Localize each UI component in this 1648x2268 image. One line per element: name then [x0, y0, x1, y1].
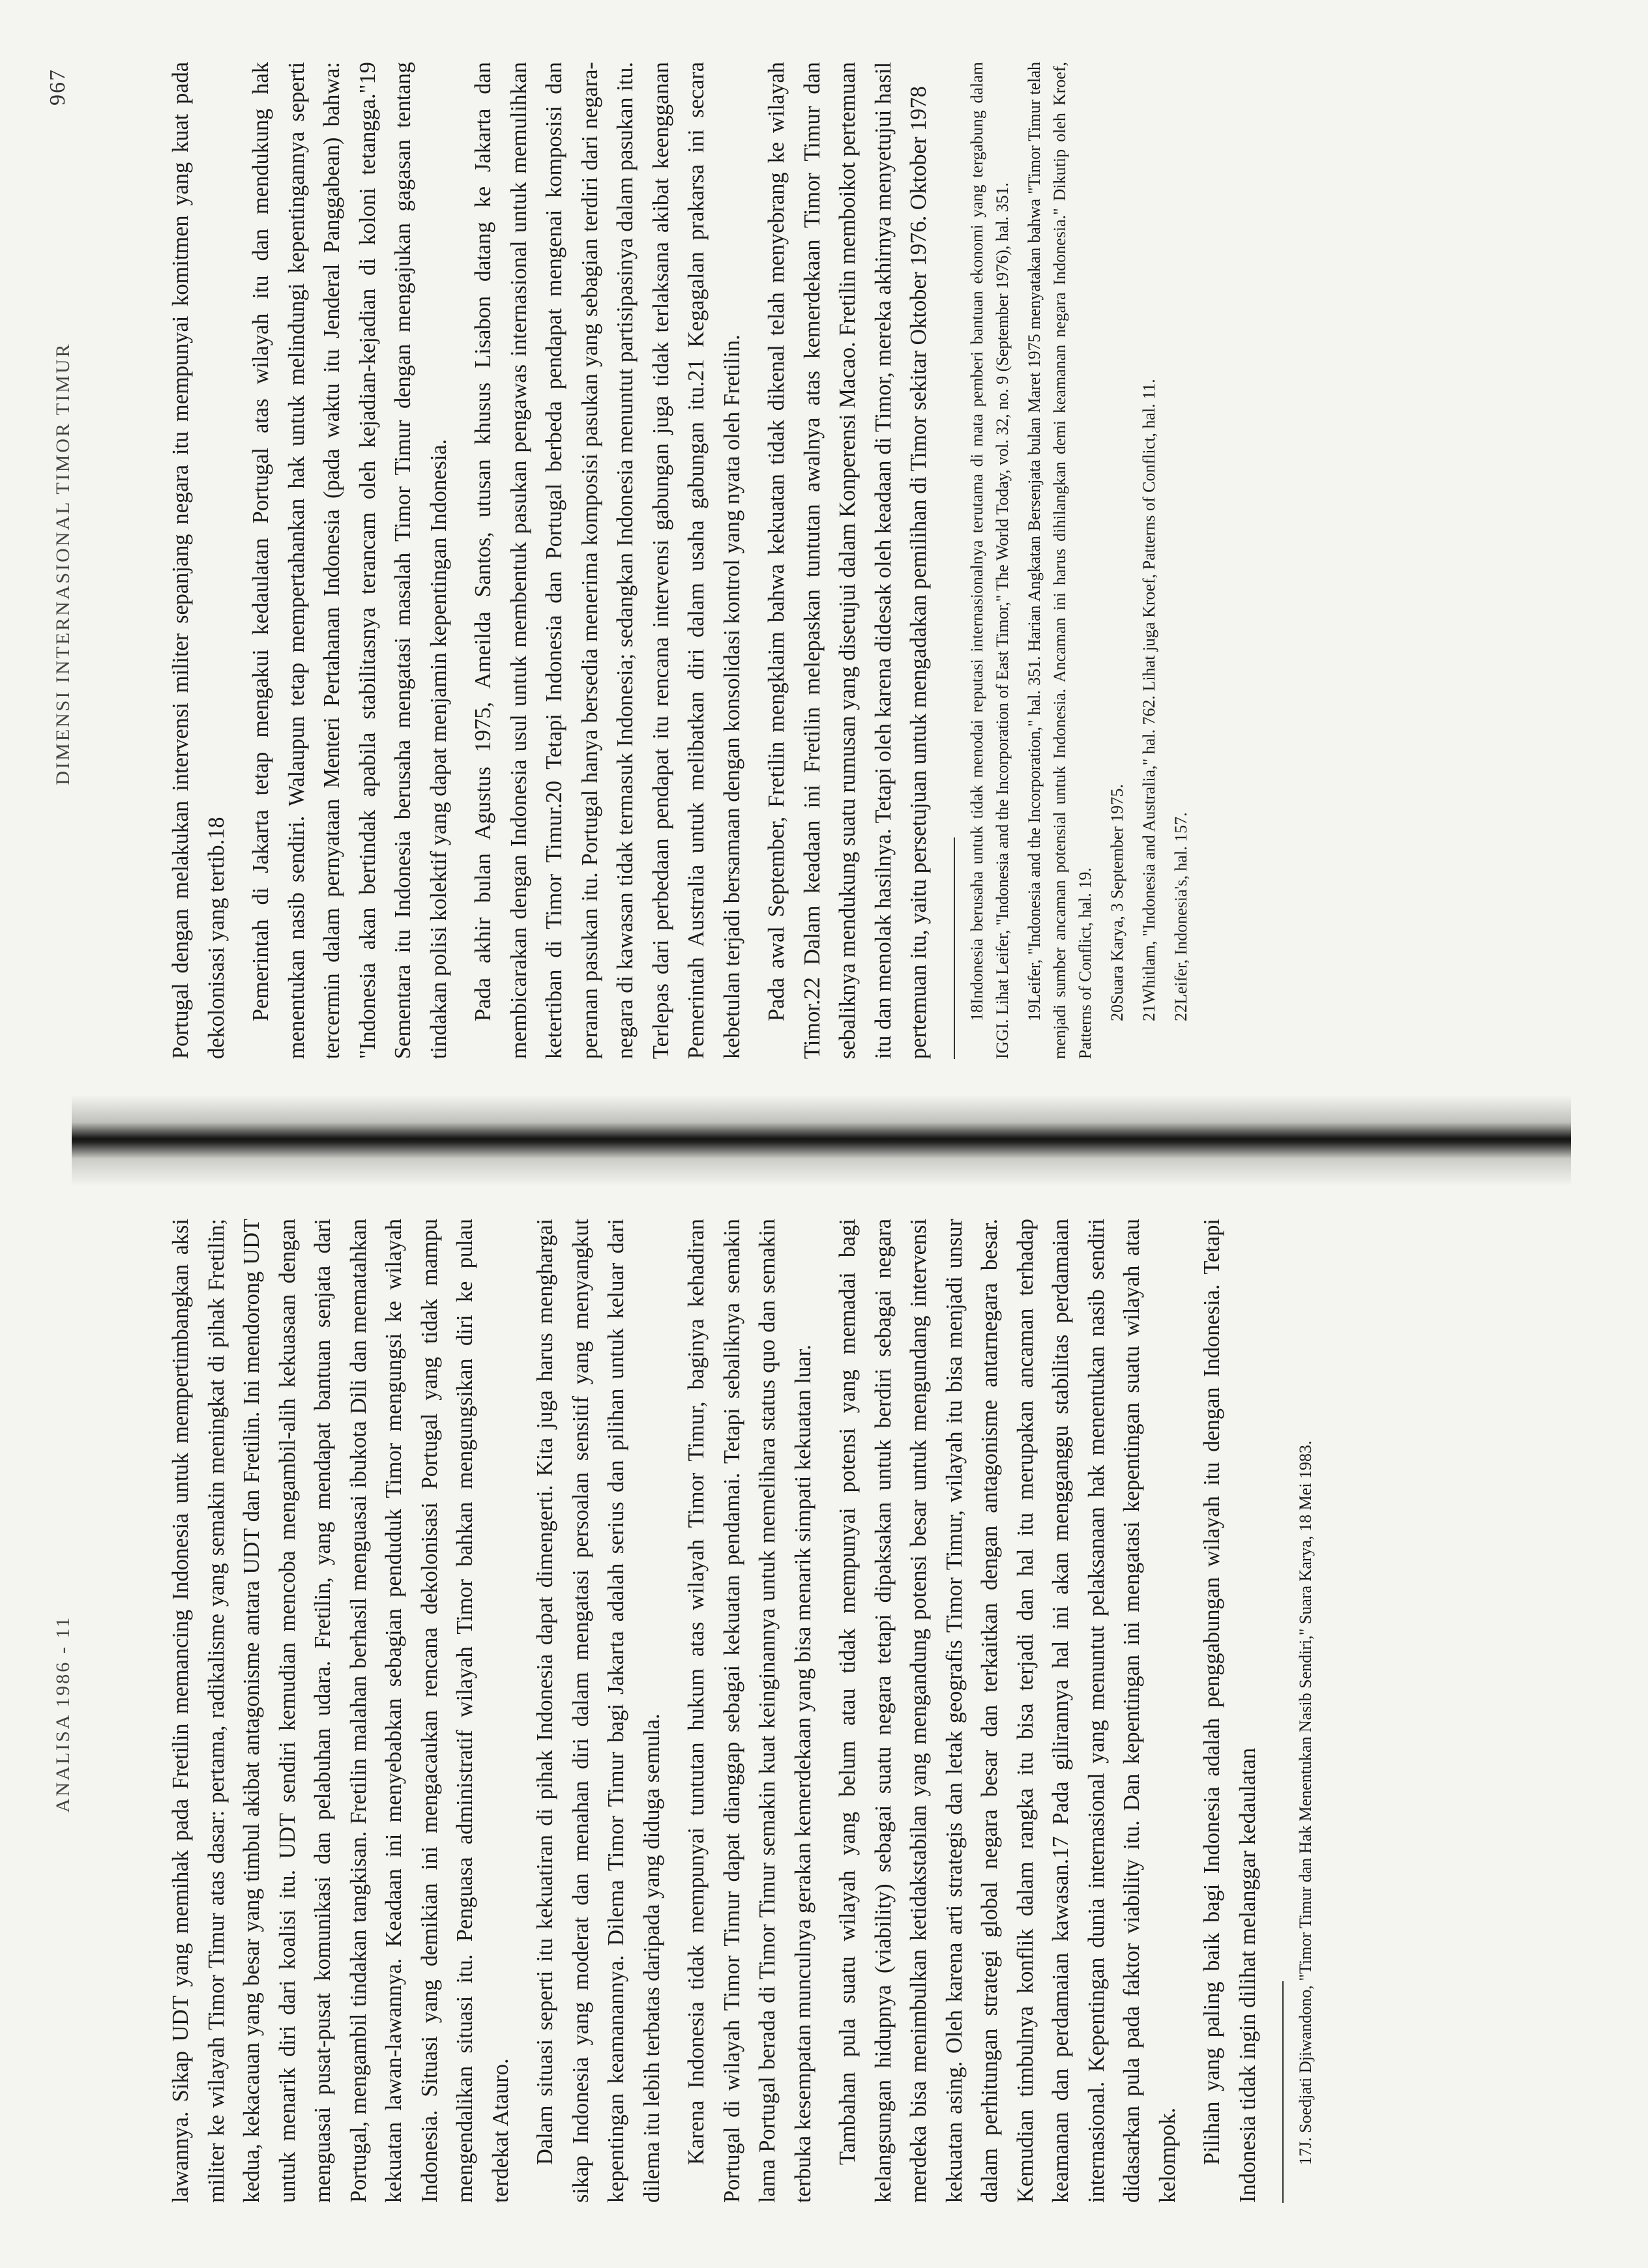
right-body-text: [163, 62, 1200, 1059]
footnote-21: 21Whitlam, "Indonesia and Australia," hal. 762. Lihat juga Kroef, Patterns of Conflict, hal. 11.: [1139, 379, 1158, 1021]
right-footnote-divider: [954, 837, 955, 1059]
left-running-head-text: ANALISA 1986 - 11: [52, 1615, 74, 1813]
right-footnotes: [964, 62, 1194, 1059]
right-paragraph-1: Portugal dengan melakukan intervensi militer sepanjang negara itu mempunyai komitmen yang kuat pada dekolonisasi yang tertib.18: [168, 62, 229, 1059]
left-running-head: [52, 1199, 74, 2229]
right-page: [0, 42, 1648, 1085]
left-paragraph-2: Dalam situasi seperti itu kekuatiran di pihak Indonesia dapat dimengerti. Kita juga harus menghargai sikap Indonesia yang moderat dan menahan diri dalam mengatasi persoalan sensitif yang menyangkut kepentingan keamanannya. Dilema Timor Timur bagi Jakarta adalah serius dan pilihan untuk keluar dari dilema itu lebih terbatas daripada yang diduga semula.: [533, 1219, 664, 2203]
footnote-19: 19Leifer, "Indonesia and the Incorporation," hal. 351. Harian Angkatan Bersenjata bulan Maret 1975 menyatakan bahwa "Timor Timur telah menjadi sumber ancaman potensial untuk Indonesia. Ancaman ini harus dihilangkan demi keamanan negara Indonesia." Dikutip oleh Kroef, Patterns of Conflict, hal. 19.: [1024, 62, 1095, 1059]
right-paragraph-4: Pada awal September, Fretilin mengklaim bahwa kekuatan tidak dikenal telah menyebrang ke wilayah Timor.22 Dalam keadaan ini Fretilin melepaskan tuntutan awalnya atas kemerdekaan Timor Timur dan sebaliknya mendukung suatu rumusan yang disetujui dalam Konperensi Macao. Fretilin memboikot pertemuan itu dan menolak hasilnya. Tetapi oleh karena didesak oleh keadaan di Timor, mereka akhirnya menyetujui hasil pertemuan itu, yaitu persetujuan untuk mengadakan pemilihan di Timor sekitar Oktober 1976. Oktober 1978: [764, 62, 931, 1059]
right-running-head: [52, 42, 74, 1085]
right-running-head-text: DIMENSI INTERNASIONAL TIMOR TIMUR: [52, 342, 74, 785]
page-number: 967: [46, 68, 70, 106]
left-footnotes: [1293, 1219, 1318, 2203]
right-paragraph-2: Pemerintah di Jakarta tetap mengakui kedaulatan Portugal atas wilayah itu dan mendukung hak menentukan nasib sendiri. Walaupun tetap mempertahankan hak untuk melindungi kepentingannya seperti tercermin dalam pernyataan Menteri Pertahanan Indonesia (pada waktu itu Jenderal Panggabean) bahwa: "Indonesia akan bertindak apabila stabilitasnya terancam oleh kejadian-kejadian di koloni tetangga."19 Sementara itu Indonesia berusaha mengatasi masalah Timor Timur dengan mengajukan gagasan tentang tindakan polisi kolektif yang dapat menjamin kepentingan Indonesia.: [248, 62, 451, 1059]
footnote-20: 20Suara Karya, 3 September 1975.: [1107, 784, 1126, 1021]
right-paragraph-3: Pada akhir bulan Agustus 1975, Ameilda Santos, utusan khusus Lisabon datang ke Jakarta dan membicarakan dengan Indonesia usul untuk membentuk pasukan pengawas internasional untuk memulihkan ketertiban di Timor Timur.20 Tetapi Indonesia dan Portugal berbeda pendapat mengenai komposisi dan peranan pasukan itu. Portugal hanya bersedia menerima komposisi pasukan yang sebagian terdiri dari negara-negara di kawasan tidak termasuk Indonesia; sedangkan Indonesia menuntut partisipasinya dalam pasukan itu. Terlepas dari perbedaan pendapat itu rencana intervensi gabungan juga tidak terlaksana akibat keengganan Pemerintah Australia untuk melibatkan diri dalam usaha gabungan itu.21 Kegagalan prakarsa ini secara kebetulan terjadi bersamaan dengan konsolidasi kontrol yang nyata oleh Fretilin.: [471, 62, 744, 1059]
footnote-22: 22Leifer, Indonesia's, hal. 157.: [1171, 812, 1190, 1021]
left-paragraph-1: lawannya. Sikap UDT yang memihak pada Fretilin memancing Indonesia untuk mempertimbangkan aksi militer ke wilayah Timor Timur atas dasar: pertama, radikalisme yang semakin meningkat di pihak Fretilin; kedua, kekacauan yang besar yang timbul akibat antagonisme antara UDT dan Fretilin. Ini mendorong UDT untuk menarik diri dari koalisi itu. UDT sendiri kemudian mencoba mengambil-alih kekuasaan dengan menguasai pusat-pusat komunikasi dan pelabuhan udara. Fretilin, yang mendapat bantuan senjata dari Portugal, mengambil tindakan tangkisan. Fretilin malahan berhasil menguasai ibukota Dili dan mematahkan kekuatan lawan-lawannya. Keadaan ini menyebabkan sebagian penduduk Timor mengungsi ke wilayah Indonesia. Situasi yang demikian ini mengacaukan rencana dekolonisasi Portugal yang tidak mampu mengendalikan situasi itu. Penguasa administratif wilayah Timor bahkan mengungsikan diri ke pulau terdekat Atauro.: [168, 1219, 513, 2203]
left-paragraph-3: Karena Indonesia tidak mempunyai tuntutan hukum atas wilayah Timor Timur, baginya kehadiran Portugal di wilayah Timor Timur dapat dianggap sebagai kekuatan pendamai. Tetapi sebaliknya semakin lama Portugal berada di Timor Timur semakin kuat keinginannya untuk memelihara status quo dan semakin terbuka kesempatan munculnya gerakan kemerdekaan yang bisa menarik simpati kekuatan luar.: [684, 1219, 816, 2203]
left-page: [0, 1199, 1648, 2229]
left-paragraph-4: Tambahan pula suatu wilayah yang belum atau tidak mempunyai potensi yang memadai bagi kelangsungan hidupnya (viability) sebagai suatu negara tetapi dipaksakan untuk berdiri sebagai negara merdeka bisa menimbulkan ketidakstabilan yang mengandung potensi besar untuk mengundang intervensi kekuatan asing. Oleh karena arti strategis dan letak geografis Timor Timur, wilayah itu bisa menjadi unsur dalam perhitungan strategi global negara besar dan terkaitkan dengan antagonisme antarnegara besar. Kemudian timbulnya konflik dalam rangka itu bisa terjadi dan hal itu merupakan ancaman terhadap keamanan dan perdamaian kawasan.17 Pada gilirannya hal ini akan mengganggu stabilitas perdamaian internasional. Kepentingan dunia internasional yang menuntut pelaksanaan hak menentukan nasib sendiri didasarkan pula pada faktor viability itu. Dan kepentingan ini mengatasi kepentingan suatu wilayah atau kelompok.: [835, 1219, 1180, 2203]
footnote-18: 18Indonesia berusaha untuk tidak menodai reputasi internasionalnya terutama di mata pemberi bantuan ekonomi yang tergabung dalam IGGI. Lihat Leifer, "Indonesia and the Incorporation of East Timor," The World Today, vol. 32, no. 9 (September 1976), hal. 351.: [967, 62, 1012, 1059]
left-paragraph-5: Pilihan yang paling baik bagi Indonesia adalah penggabungan wilayah itu dengan Indonesia. Tetapi Indonesia tidak ingin dilihat melanggar kedaulatan: [1199, 1219, 1260, 2203]
left-footnote-divider: [1282, 1981, 1284, 2203]
book-gutter-shadow: [72, 1095, 1571, 1186]
left-body-text: [163, 1219, 1325, 2203]
footnote-17: 17J. Soedjati Djiwandono, "Timor Timur dan Hak Menentukan Nasib Sendiri," Suara Karya, 18 Mei 1983.: [1296, 1440, 1315, 2165]
